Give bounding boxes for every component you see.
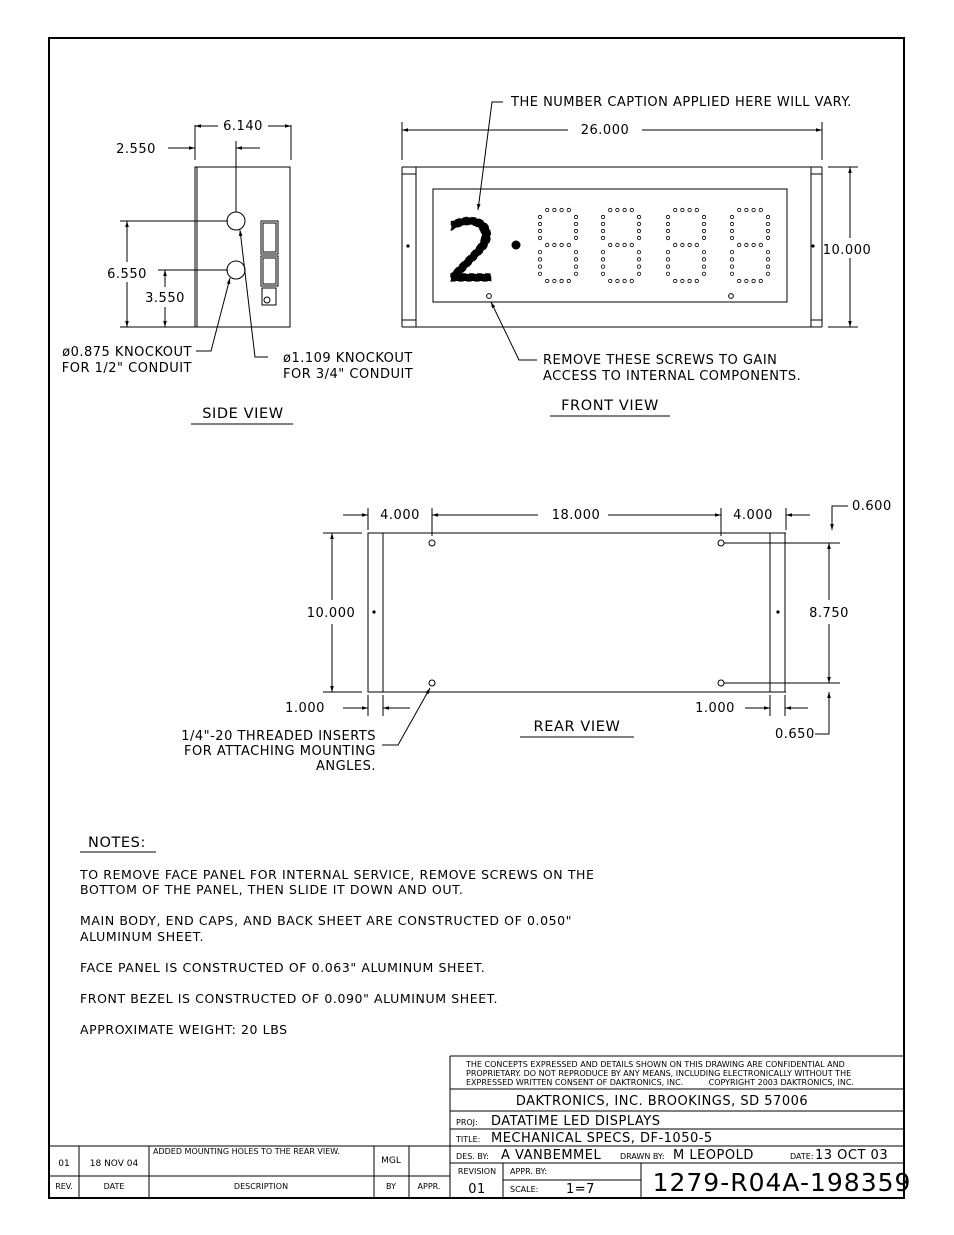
led-dot <box>766 272 769 275</box>
side-dim-width: 6.140 <box>223 119 263 134</box>
led-dot <box>574 236 577 239</box>
led-dot <box>546 208 549 211</box>
rear-dim-right-offset: 4.000 <box>733 508 773 523</box>
front-view <box>402 95 871 416</box>
led-dot <box>637 215 640 218</box>
date-label: DATE: <box>790 1152 814 1161</box>
title-label: TITLE: <box>456 1135 481 1144</box>
led-dot <box>601 229 604 232</box>
led-dot <box>666 265 669 268</box>
led-dot <box>738 243 741 246</box>
led-dot <box>567 243 570 246</box>
note-1-cont: BOTTOM OF THE PANEL, THEN SLIDE IT DOWN AND OUT. <box>80 882 464 897</box>
note-1: TO REMOVE FACE PANEL FOR INTERNAL SERVICE, REMOVE SCREWS ON THE <box>80 867 595 882</box>
led-dot <box>695 243 698 246</box>
front-dim-width: 26.000 <box>580 123 630 138</box>
led-dot <box>630 208 633 211</box>
led-dot <box>560 208 563 211</box>
led-dot <box>616 208 619 211</box>
led-dot <box>609 243 612 246</box>
caption-note: THE NUMBER CAPTION APPLIED HERE WILL VARY. <box>511 95 852 110</box>
rear-dim-left-offset: 4.000 <box>380 508 420 523</box>
confidential-line-1: THE CONCEPTS EXPRESSED AND DETAILS SHOWN ON THIS DRAWING ARE CONFIDENTIAL AND <box>466 1060 845 1069</box>
drawn-label: DRAWN BY: <box>620 1152 665 1161</box>
revision-date: 18 NOV 04 <box>89 1159 139 1169</box>
drawing-number: 1279-R04A-198359 <box>652 1168 912 1197</box>
led-dot <box>681 243 684 246</box>
led-dot <box>601 258 604 261</box>
led-dot <box>745 208 748 211</box>
led-dot <box>567 208 570 211</box>
led-dot <box>560 243 563 246</box>
led-dot <box>759 243 762 246</box>
led-dot <box>666 272 669 275</box>
revision-hdr-rev: REV. <box>55 1182 73 1191</box>
revision-label: REVISION <box>457 1167 497 1176</box>
led-dot <box>666 258 669 261</box>
led-dot <box>745 279 748 282</box>
led-dot <box>538 251 541 254</box>
led-dot <box>623 208 626 211</box>
led-dot <box>752 208 755 211</box>
note-2: MAIN BODY, END CAPS, AND BACK SHEET ARE CONSTRUCTED OF 0.050" <box>80 913 573 928</box>
company-name: DAKTRONICS, INC. BROOKINGS, SD 57006 <box>515 1094 809 1109</box>
led-dot <box>538 236 541 239</box>
led-dot <box>702 258 705 261</box>
led-dot <box>688 243 691 246</box>
confidential-line-3: EXPRESSED WRITTEN CONSENT OF DAKTRONICS, INC. COPYRIGHT 2003 DAKTRONICS, INC. <box>466 1078 854 1087</box>
led-dot <box>574 272 577 275</box>
insert-top-right-icon <box>718 540 724 546</box>
led-dot <box>688 279 691 282</box>
led-dot <box>601 251 604 254</box>
led-dot <box>730 251 733 254</box>
rear-dim-height: 10.000 <box>306 606 356 621</box>
led-dot <box>637 229 640 232</box>
knockout-small-conduit: FOR 1/2" CONDUIT <box>61 361 192 376</box>
led-dot <box>630 279 633 282</box>
led-dot <box>546 279 549 282</box>
led-dot <box>681 208 684 211</box>
led-dot <box>538 215 541 218</box>
knockout-small-icon <box>227 261 245 279</box>
revision-table <box>49 1146 450 1198</box>
led-dot <box>702 265 705 268</box>
drawn-value: M LEOPOLD <box>673 1148 754 1163</box>
led-dot <box>738 279 741 282</box>
revision-hdr-appr: APPR. <box>417 1182 441 1191</box>
led-dot <box>601 215 604 218</box>
led-dot <box>759 279 762 282</box>
led-dot <box>674 279 677 282</box>
led-dot <box>637 258 640 261</box>
led-dot <box>745 243 748 246</box>
revision-description: ADDED MOUNTING HOLES TO THE REAR VIEW. <box>153 1147 340 1156</box>
led-dot <box>688 208 691 211</box>
led-dot <box>609 208 612 211</box>
revision-by: MGL <box>381 1156 401 1166</box>
date-value: 13 OCT 03 <box>815 1148 889 1163</box>
led-dot <box>538 265 541 268</box>
inserts-note: 1/4"-20 THREADED INSERTS <box>181 729 376 744</box>
led-dot <box>666 236 669 239</box>
led-dot <box>766 251 769 254</box>
screw-right-icon <box>729 294 734 299</box>
led-dot <box>546 243 549 246</box>
led-dot <box>766 265 769 268</box>
rear-dim-insert-spacing: 8.750 <box>809 606 849 621</box>
revision-value: 01 <box>468 1182 486 1197</box>
led-dot <box>616 243 619 246</box>
rear-dim-bottom-left: 1.000 <box>285 701 325 716</box>
title-value: MECHANICAL SPECS, DF-1050-5 <box>491 1131 713 1146</box>
led-dot <box>609 279 612 282</box>
revision-hdr-by: BY <box>386 1182 396 1191</box>
rear-dim-top-offset: 0.600 <box>852 499 892 514</box>
led-dot <box>730 229 733 232</box>
led-dot <box>574 215 577 218</box>
notes-heading: NOTES: <box>88 835 146 851</box>
revision-rev: 01 <box>58 1159 70 1169</box>
title-block <box>450 1056 911 1198</box>
side-dim-offset: 2.550 <box>116 142 156 157</box>
led-dot <box>766 236 769 239</box>
led-dot <box>702 236 705 239</box>
confidential-line-2: PROPRIETARY. DO NOT REPRODUCE BY ANY MEANS, INCLUDING ELECTRONICALLY WITHOUT THE <box>466 1069 852 1078</box>
side-dim-lower-height: 3.550 <box>145 291 185 306</box>
led-dot <box>553 279 556 282</box>
rear-view-label: REAR VIEW <box>533 719 621 735</box>
insert-top-left-icon <box>429 540 435 546</box>
note-3: FACE PANEL IS CONSTRUCTED OF 0.063" ALUMINUM SHEET. <box>80 960 486 975</box>
led-dot <box>759 208 762 211</box>
led-dot <box>766 229 769 232</box>
inserts-note-3: ANGLES. <box>315 759 376 774</box>
revision-hdr-date: DATE <box>103 1182 125 1191</box>
rear-dim-bottom-right: 1.000 <box>695 701 735 716</box>
led-dot <box>766 215 769 218</box>
inserts-note-2: FOR ATTACHING MOUNTING <box>184 744 376 759</box>
led-dot <box>538 229 541 232</box>
led-dot <box>666 229 669 232</box>
insert-bottom-left-icon <box>429 680 435 686</box>
led-dot <box>702 251 705 254</box>
led-dot <box>695 279 698 282</box>
led-dot <box>574 258 577 261</box>
proj-label: PROJ: <box>456 1118 478 1127</box>
des-value: A VANBEMMEL <box>501 1148 602 1163</box>
led-dot <box>702 272 705 275</box>
led-dot <box>553 243 556 246</box>
scale-label: SCALE: <box>510 1185 539 1194</box>
led-dot <box>601 222 604 225</box>
screws-note: REMOVE THESE SCREWS TO GAIN <box>543 353 778 368</box>
rear-dim-bottom-right-lower: 0.650 <box>775 727 815 742</box>
knockout-large-icon <box>227 212 245 230</box>
led-dot <box>666 251 669 254</box>
caption-digit: 2 <box>444 202 500 302</box>
led-dot <box>666 222 669 225</box>
led-digits <box>538 208 769 282</box>
led-dot <box>637 222 640 225</box>
front-view-label: FRONT VIEW <box>561 398 659 414</box>
led-dot <box>601 236 604 239</box>
led-dot <box>730 215 733 218</box>
led-dot <box>730 258 733 261</box>
led-dot <box>637 236 640 239</box>
note-4: FRONT BEZEL IS CONSTRUCTED OF 0.090" ALUMINUM SHEET. <box>80 991 499 1006</box>
rear-dim-center: 18.000 <box>551 508 601 523</box>
appr-label: APPR. BY: <box>510 1167 548 1176</box>
side-view <box>62 119 414 424</box>
led-dot <box>560 279 563 282</box>
scale-value: 1=7 <box>566 1182 595 1197</box>
led-dot <box>574 222 577 225</box>
rear-view <box>181 499 892 774</box>
note-5: APPROXIMATE WEIGHT: 20 LBS <box>80 1022 288 1037</box>
led-dot <box>730 236 733 239</box>
led-dot <box>752 243 755 246</box>
knockout-large-conduit: FOR 3/4" CONDUIT <box>283 367 414 382</box>
led-dot <box>601 265 604 268</box>
led-dot <box>574 265 577 268</box>
led-dot <box>630 243 633 246</box>
side-dim-total-height: 6.550 <box>107 267 147 282</box>
led-dot <box>538 258 541 261</box>
led-dot <box>623 279 626 282</box>
led-dot <box>702 229 705 232</box>
led-dot <box>702 222 705 225</box>
screws-note-2: ACCESS TO INTERNAL COMPONENTS. <box>543 369 802 384</box>
led-dot <box>752 279 755 282</box>
knockout-large-label: ø1.109 KNOCKOUT <box>283 351 413 366</box>
led-dot <box>766 258 769 261</box>
led-dot <box>616 279 619 282</box>
led-dot <box>553 208 556 211</box>
knockout-small-label: ø0.875 KNOCKOUT <box>62 345 192 360</box>
notes <box>79 835 595 1037</box>
proj-value: DATATIME LED DISPLAYS <box>491 1114 661 1129</box>
led-dot <box>766 222 769 225</box>
led-dot <box>730 265 733 268</box>
led-dot <box>666 215 669 218</box>
led-dot <box>637 251 640 254</box>
led-dot <box>695 208 698 211</box>
led-dot <box>574 251 577 254</box>
led-dot <box>702 215 705 218</box>
led-dot <box>538 222 541 225</box>
note-2-cont: ALUMINUM SHEET. <box>80 929 205 944</box>
led-dot <box>681 279 684 282</box>
revision-hdr-description: DESCRIPTION <box>233 1182 289 1191</box>
led-dot <box>637 272 640 275</box>
led-dot <box>730 222 733 225</box>
led-dot <box>538 272 541 275</box>
led-dot <box>674 208 677 211</box>
led-dot <box>623 243 626 246</box>
led-dot <box>601 272 604 275</box>
led-dot <box>730 272 733 275</box>
side-view-label: SIDE VIEW <box>202 406 284 422</box>
led-dot <box>674 243 677 246</box>
led-dot <box>574 229 577 232</box>
insert-bottom-right-icon <box>718 680 724 686</box>
led-dot <box>738 208 741 211</box>
led-dot <box>567 279 570 282</box>
led-dot <box>637 265 640 268</box>
front-dim-height: 10.000 <box>822 243 872 258</box>
des-label: DES. BY: <box>456 1152 489 1161</box>
